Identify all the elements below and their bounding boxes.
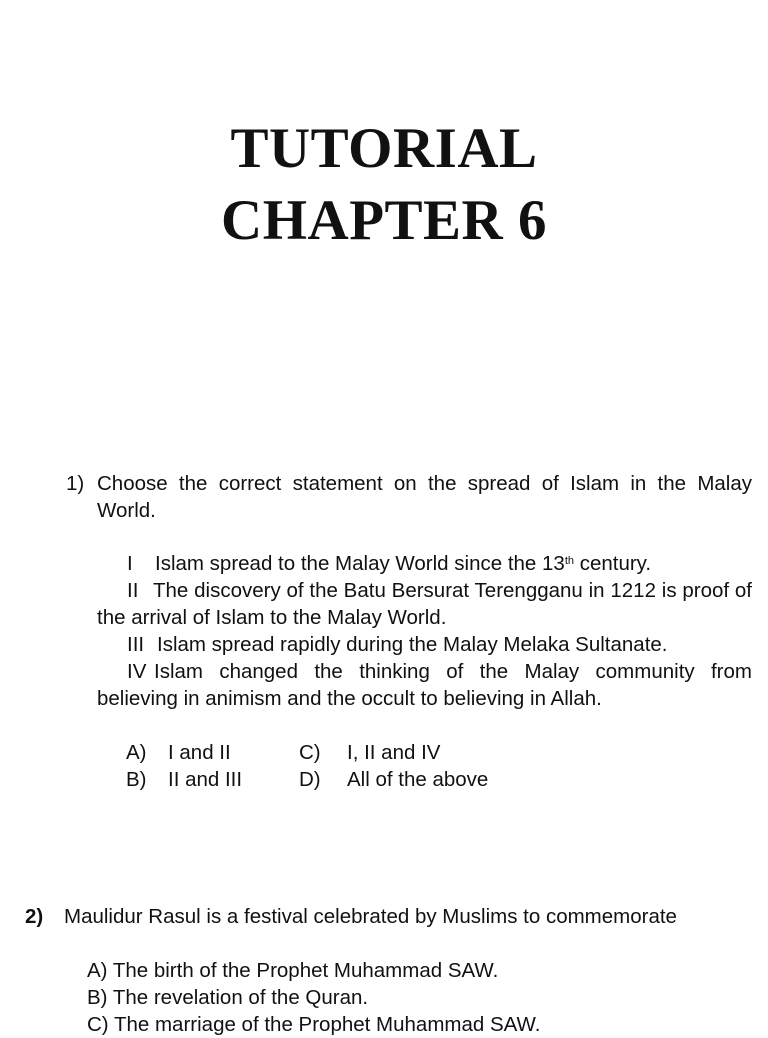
statement-numeral: I bbox=[127, 552, 133, 575]
question-number: 2) bbox=[25, 905, 44, 928]
option-letter: B) bbox=[126, 768, 147, 791]
statement-item bbox=[97, 631, 752, 658]
statement-text: The discovery of the Batu Bersurat Terengganu in 1212 is proof of the arrival of Islam to the Malay World. bbox=[97, 579, 752, 629]
statement-numeral: II bbox=[127, 579, 139, 602]
option-text: I and II bbox=[168, 741, 231, 764]
option-c[interactable] bbox=[299, 739, 440, 766]
question-stem: Choose the correct statement on the spread of Islam in the Malay World. bbox=[97, 472, 752, 522]
question-stem: Maulidur Rasul is a festival celebrated by Muslims to commemorate bbox=[64, 905, 677, 928]
page-title bbox=[0, 113, 768, 257]
title-line-2: CHAPTER 6 bbox=[221, 189, 547, 252]
statement-numeral: III bbox=[127, 633, 145, 656]
option-text: I, II and IV bbox=[347, 741, 441, 764]
statement-item bbox=[97, 550, 752, 577]
statement-text-end: century. bbox=[574, 552, 652, 575]
title-line-1: TUTORIAL bbox=[230, 117, 538, 180]
question-number: 1) bbox=[66, 472, 85, 495]
ordinal-suffix: th bbox=[564, 555, 575, 567]
option-b[interactable]: B) The revelation of the Quran. bbox=[87, 986, 369, 1009]
option-text: II and III bbox=[168, 768, 243, 791]
statement-numeral: IV bbox=[127, 660, 147, 683]
option-letter: C) bbox=[299, 741, 321, 764]
statement-list bbox=[97, 550, 752, 712]
statement-text: Islam spread rapidly during the Malay Melaka Sultanate. bbox=[157, 633, 668, 656]
option-b[interactable] bbox=[126, 766, 242, 793]
statement-item bbox=[97, 577, 752, 631]
option-letter: D) bbox=[299, 768, 321, 791]
statement-item bbox=[97, 658, 752, 712]
statement-text: Islam changed the thinking of the Malay community from believing in animism and the occult to believing in Allah. bbox=[97, 660, 752, 710]
statement-text: Islam spread to the Malay World since the 13 bbox=[155, 552, 565, 575]
option-a[interactable]: A) The birth of the Prophet Muhammad SAW. bbox=[87, 959, 499, 982]
option-c[interactable]: C) The marriage of the Prophet Muhammad SAW. bbox=[87, 1013, 541, 1036]
option-text: All of the above bbox=[347, 768, 489, 791]
option-a[interactable] bbox=[126, 739, 231, 766]
answer-options bbox=[87, 957, 540, 1038]
option-d[interactable] bbox=[299, 766, 488, 793]
option-letter: A) bbox=[126, 741, 147, 764]
